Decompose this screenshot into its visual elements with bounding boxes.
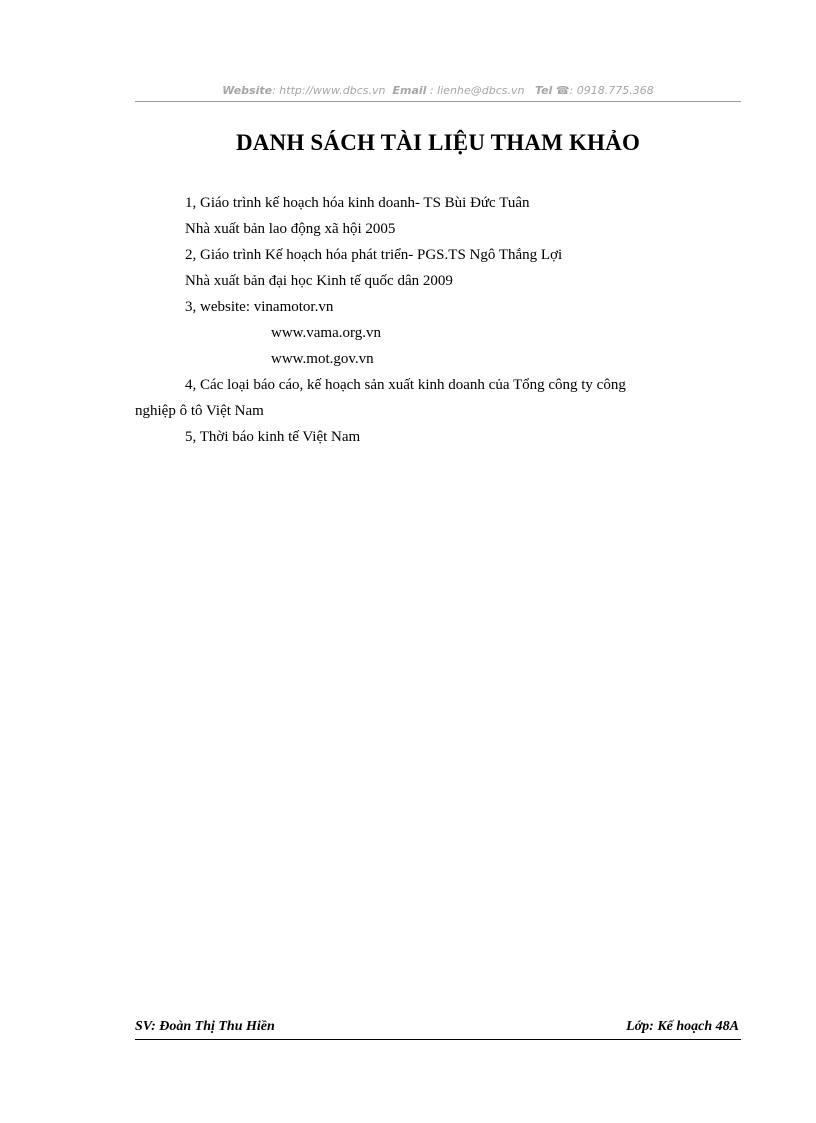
reference-item: Nhà xuất bản đại học Kinh tế quốc dân 2009 (185, 273, 453, 289)
website-value: : http://www.dbcs.vn (272, 84, 386, 97)
email-label: Email (392, 84, 427, 97)
reference-list (135, 190, 741, 450)
page-header (135, 84, 741, 97)
footer-class: Lớp: Kế hoạch 48A (626, 1019, 739, 1034)
reference-item: nghiệp ô tô Việt Nam (135, 403, 264, 419)
page-title: DANH SÁCH TÀI LIỆU THAM KHẢO (235, 130, 641, 155)
reference-item: Nhà xuất bản lao động xã hội 2005 (185, 221, 396, 237)
tel-value: : 0918.775.368 (569, 84, 654, 97)
reference-item: 4, Các loại báo cáo, kế hoạch sản xuất kinh doanh của Tổng công ty công (185, 377, 626, 393)
reference-item: 2, Giáo trình Kế hoạch hóa phát triển- PGS.TS Ngô Thắng Lợi (185, 247, 563, 263)
header-divider (135, 101, 741, 102)
reference-item: 3, website: vinamotor.vn (185, 299, 334, 315)
tel-label: Tel (534, 84, 553, 97)
page-footer (135, 1019, 741, 1040)
website-label: Website (222, 84, 273, 97)
reference-item: www.mot.gov.vn (271, 351, 374, 367)
telephone-icon: ☎ (555, 84, 570, 97)
footer-student: SV: Đoàn Thị Thu Hiền (135, 1019, 275, 1034)
reference-item: 1, Giáo trình kế hoạch hóa kinh doanh- TS Bùi Đức Tuân (185, 195, 530, 211)
reference-item: www.vama.org.vn (271, 325, 381, 341)
reference-item: 5, Thời báo kinh tế Việt Nam (185, 429, 361, 445)
email-value: : lienhe@dbcs.vn (429, 84, 525, 97)
